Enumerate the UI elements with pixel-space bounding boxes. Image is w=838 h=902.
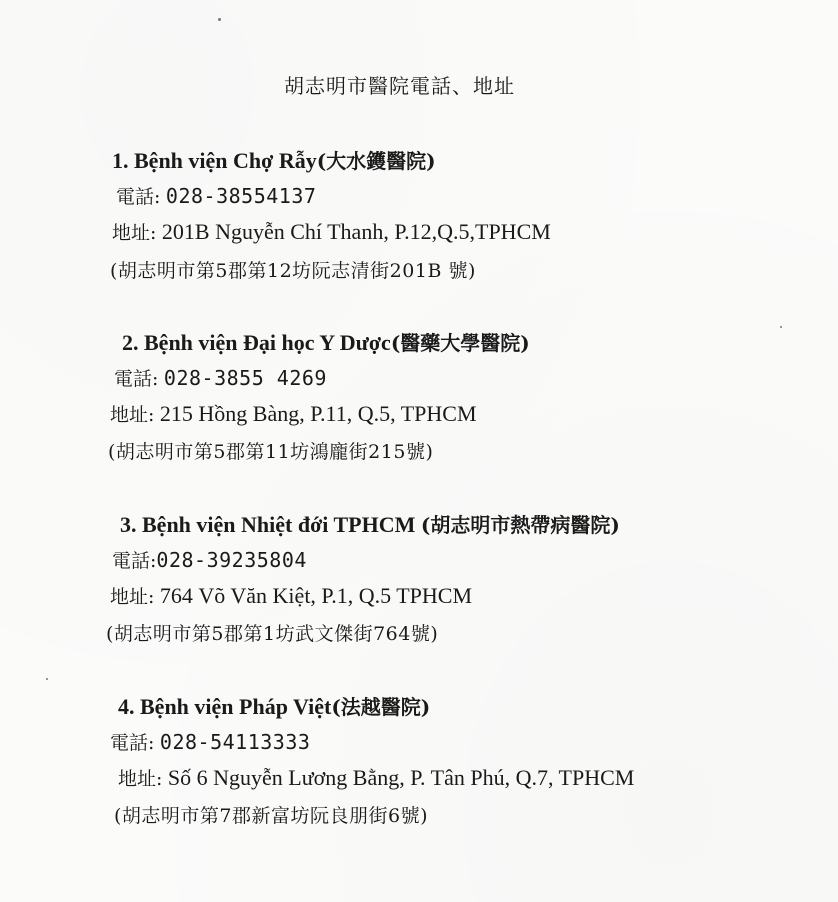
hospital-name-chinese: (法越醫院) [331, 695, 431, 719]
hospital-name-chinese: (大水鑊醫院) [316, 149, 436, 173]
hospital-phone-line [114, 364, 327, 391]
hospital-name-chinese: (胡志明市熱帶病醫院) [420, 513, 620, 537]
hospital-name: 4. Bệnh viện Pháp Việt [118, 694, 332, 719]
address-label: 地址: [110, 586, 155, 608]
hospital-address-line [118, 764, 634, 791]
phone-label: 電話: [116, 186, 161, 208]
hospital-name: 3. Bệnh viện Nhiệt đới TPHCM [120, 512, 416, 537]
hospital-heading [112, 145, 436, 174]
address-text: Số 6 Nguyễn Lương Bằng, P. Tân Phú, Q.7, TPHCM [167, 765, 635, 790]
scan-speck [780, 326, 782, 328]
phone-label: 電話: [114, 368, 159, 390]
hospital-name-chinese: (醫藥大學醫院) [390, 331, 530, 355]
hospital-phone-line [116, 182, 316, 209]
hospital-heading [122, 327, 530, 356]
hospital-phone-line [112, 546, 307, 573]
hospital-address-chinese: (胡志明市第7郡新富坊阮良朋街6號) [114, 805, 429, 827]
hospital-heading [120, 509, 620, 538]
hospital-address-line [112, 218, 551, 245]
hospital-address-chinese: (胡志明市第5郡第12坊阮志清街201B 號) [110, 260, 476, 282]
address-text: 201B Nguyễn Chí Thanh, P.12,Q.5,TPHCM [161, 219, 551, 244]
page-title: 胡志明市醫院電話、地址 [284, 74, 515, 98]
hospital-name: 2. Bệnh viện Đại học Y Dược [122, 330, 391, 355]
address-label: 地址: [110, 404, 155, 426]
hospital-heading [118, 691, 430, 720]
scan-speck [218, 18, 221, 21]
phone-label: 電話: [112, 550, 157, 572]
address-text: 215 Hồng Bàng, P.11, Q.5, TPHCM [159, 401, 477, 426]
address-text: 764 Võ Văn Kiệt, P.1, Q.5 TPHCM [159, 583, 473, 608]
phone-number: 028-54113333 [159, 730, 311, 754]
hospital-address-line [110, 582, 472, 609]
address-label: 地址: [118, 768, 163, 790]
phone-number: 028-3855 4269 [163, 366, 327, 390]
hospital-address-line [110, 400, 477, 427]
address-label: 地址: [112, 222, 157, 244]
phone-number: 028-39235804 [156, 548, 307, 572]
hospital-address-chinese: (胡志明市第5郡第11坊鴻龐街215號) [108, 441, 434, 463]
phone-label: 電話: [110, 732, 155, 754]
hospital-name: 1. Bệnh viện Chợ Rẫy [112, 148, 317, 173]
hospital-address-chinese: (胡志明市第5郡第1坊武文傑街764號) [106, 623, 439, 645]
phone-number: 028-38554137 [165, 184, 317, 208]
scan-speck [46, 678, 48, 680]
hospital-phone-line [110, 728, 310, 755]
